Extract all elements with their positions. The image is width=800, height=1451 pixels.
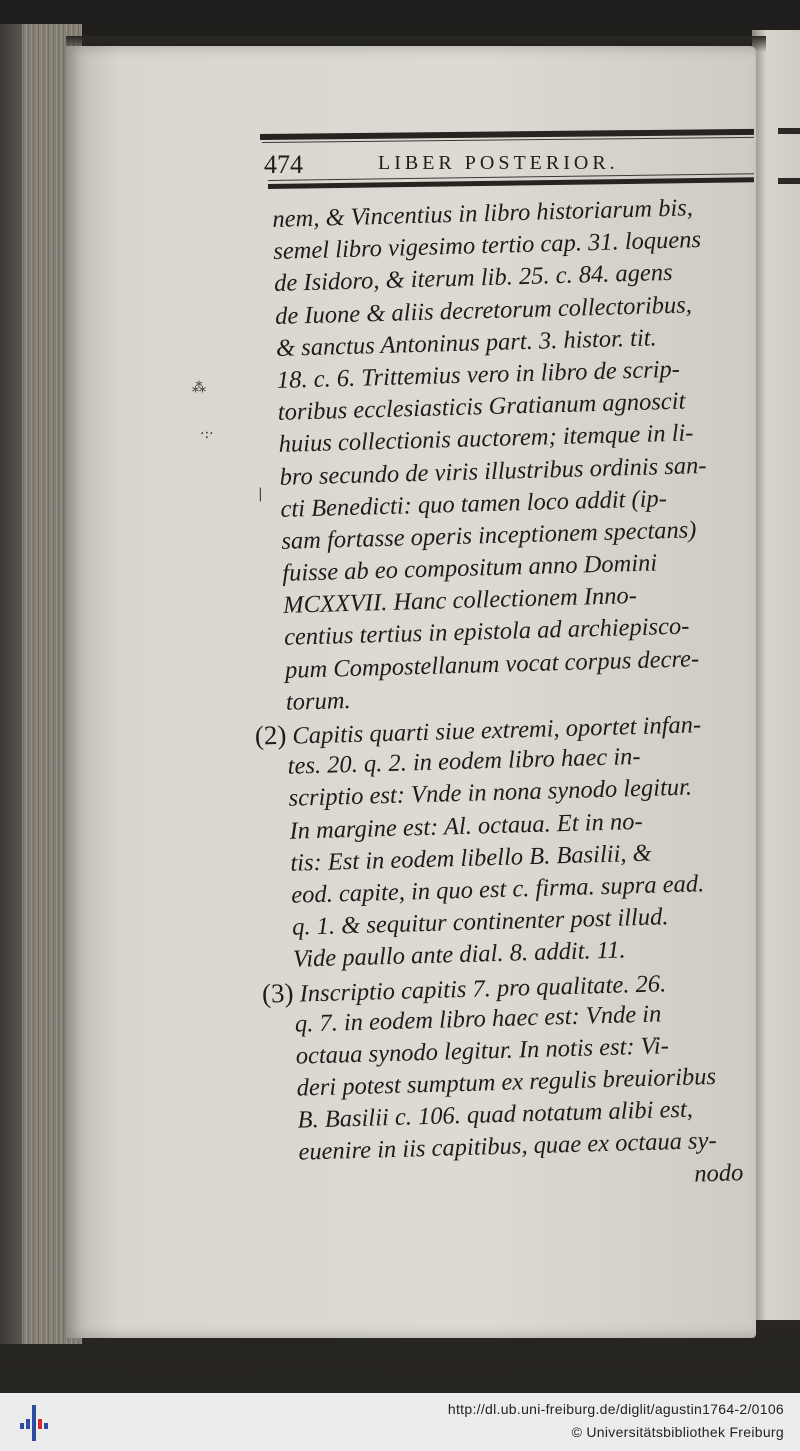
text-line: sam fortasse operis inceptionem spectans) <box>281 516 697 555</box>
text-line: Vide paullo ante dial. 8. addit. 11. <box>292 936 626 974</box>
text-line: In margine est: Al. octaua. Et in no- <box>289 807 643 845</box>
running-head: LIBER POSTERIOR. <box>378 152 619 174</box>
text-line: octaua synodo legitur. In notis est: Vi- <box>295 1032 670 1070</box>
text-line: q. 1. & sequitur continenter post illud. <box>291 903 669 941</box>
page-body-text <box>254 191 780 1202</box>
text-line: pum Compostellanum vocat corpus decre- <box>284 644 700 684</box>
text-line: huius collectionis auctorem; itemque in li- <box>278 419 694 459</box>
facing-page-rule <box>778 178 800 184</box>
text-line: de Isidoro, & iterum lib. 25. c. 84. agens <box>273 259 673 298</box>
margin-speck: ·:· <box>200 426 214 442</box>
text-line: fuisse ab eo compositum anno Domini <box>281 549 658 587</box>
text-line: semel libro vigesimo tertio cap. 31. loquens <box>272 226 702 266</box>
text-line: euenire in iis capitibus, quae ex octaua sy- <box>298 1127 717 1167</box>
text-line: nem, & Vincentius in libro historiarum bis, <box>272 194 694 233</box>
catchword: nodo <box>693 1158 744 1188</box>
margin-speck: | <box>258 486 263 502</box>
footnote-mark: (2) <box>254 719 287 751</box>
text-line: centius tertius in epistola ad archiepisco- <box>283 612 690 652</box>
library-logo-icon <box>14 1403 54 1443</box>
text-line: Inscriptio capitis 7. pro qualitate. 26. <box>299 969 667 1008</box>
text-line: torum. <box>285 686 351 716</box>
text-line: Capitis quarti siue extremi, oportet infan- <box>292 711 702 750</box>
text-line: scriptio est: Vnde in nona synodo legitur. <box>288 773 693 813</box>
text-line: tes. 20. q. 2. in eodem libro haec in- <box>287 743 641 780</box>
text-line: bro secundo de viris illustribus ordinis san- <box>279 451 707 491</box>
text-line: B. Basilii c. 106. quad notatum alibi est, <box>297 1095 694 1134</box>
text-line: q. 7. in eodem libro haec est: Vnde in <box>294 1000 662 1038</box>
text-line: tis: Est in eodem libello B. Basilii, & <box>290 839 652 877</box>
viewer-footer <box>0 1393 800 1451</box>
text-line: 18. c. 6. Trittemius vero in libro de scrip- <box>276 355 681 394</box>
text-line: cti Benedicti: quo tamen loco addit (ip- <box>280 484 668 523</box>
footnote-mark: (3) <box>261 977 294 1009</box>
text-line: deri potest sumptum ex regulis breuioribus <box>296 1063 717 1102</box>
text-line: de Iuone & aliis decretorum collectoribus, <box>274 290 693 330</box>
text-line: toribus ecclesiasticis Gratianum agnoscit <box>277 387 686 427</box>
copyright-notice: © Universitätsbibliothek Freiburg <box>571 1424 784 1440</box>
book-cover-edge <box>0 24 22 1344</box>
text-line: MCXXVII. Hanc collectionem Inno- <box>282 582 638 620</box>
facing-page-rule <box>778 128 800 134</box>
text-line: eod. capite, in quo est c. firma. supra ead. <box>290 870 705 909</box>
text-line: & sanctus Antoninus part. 3. histor. tit. <box>275 324 657 362</box>
page-number: 474 <box>264 150 303 179</box>
permalink-url[interactable]: http://dl.ub.uni-freiburg.de/diglit/agustin1764-2/0106 <box>447 1401 784 1417</box>
margin-speck: ⁂ <box>192 380 206 396</box>
